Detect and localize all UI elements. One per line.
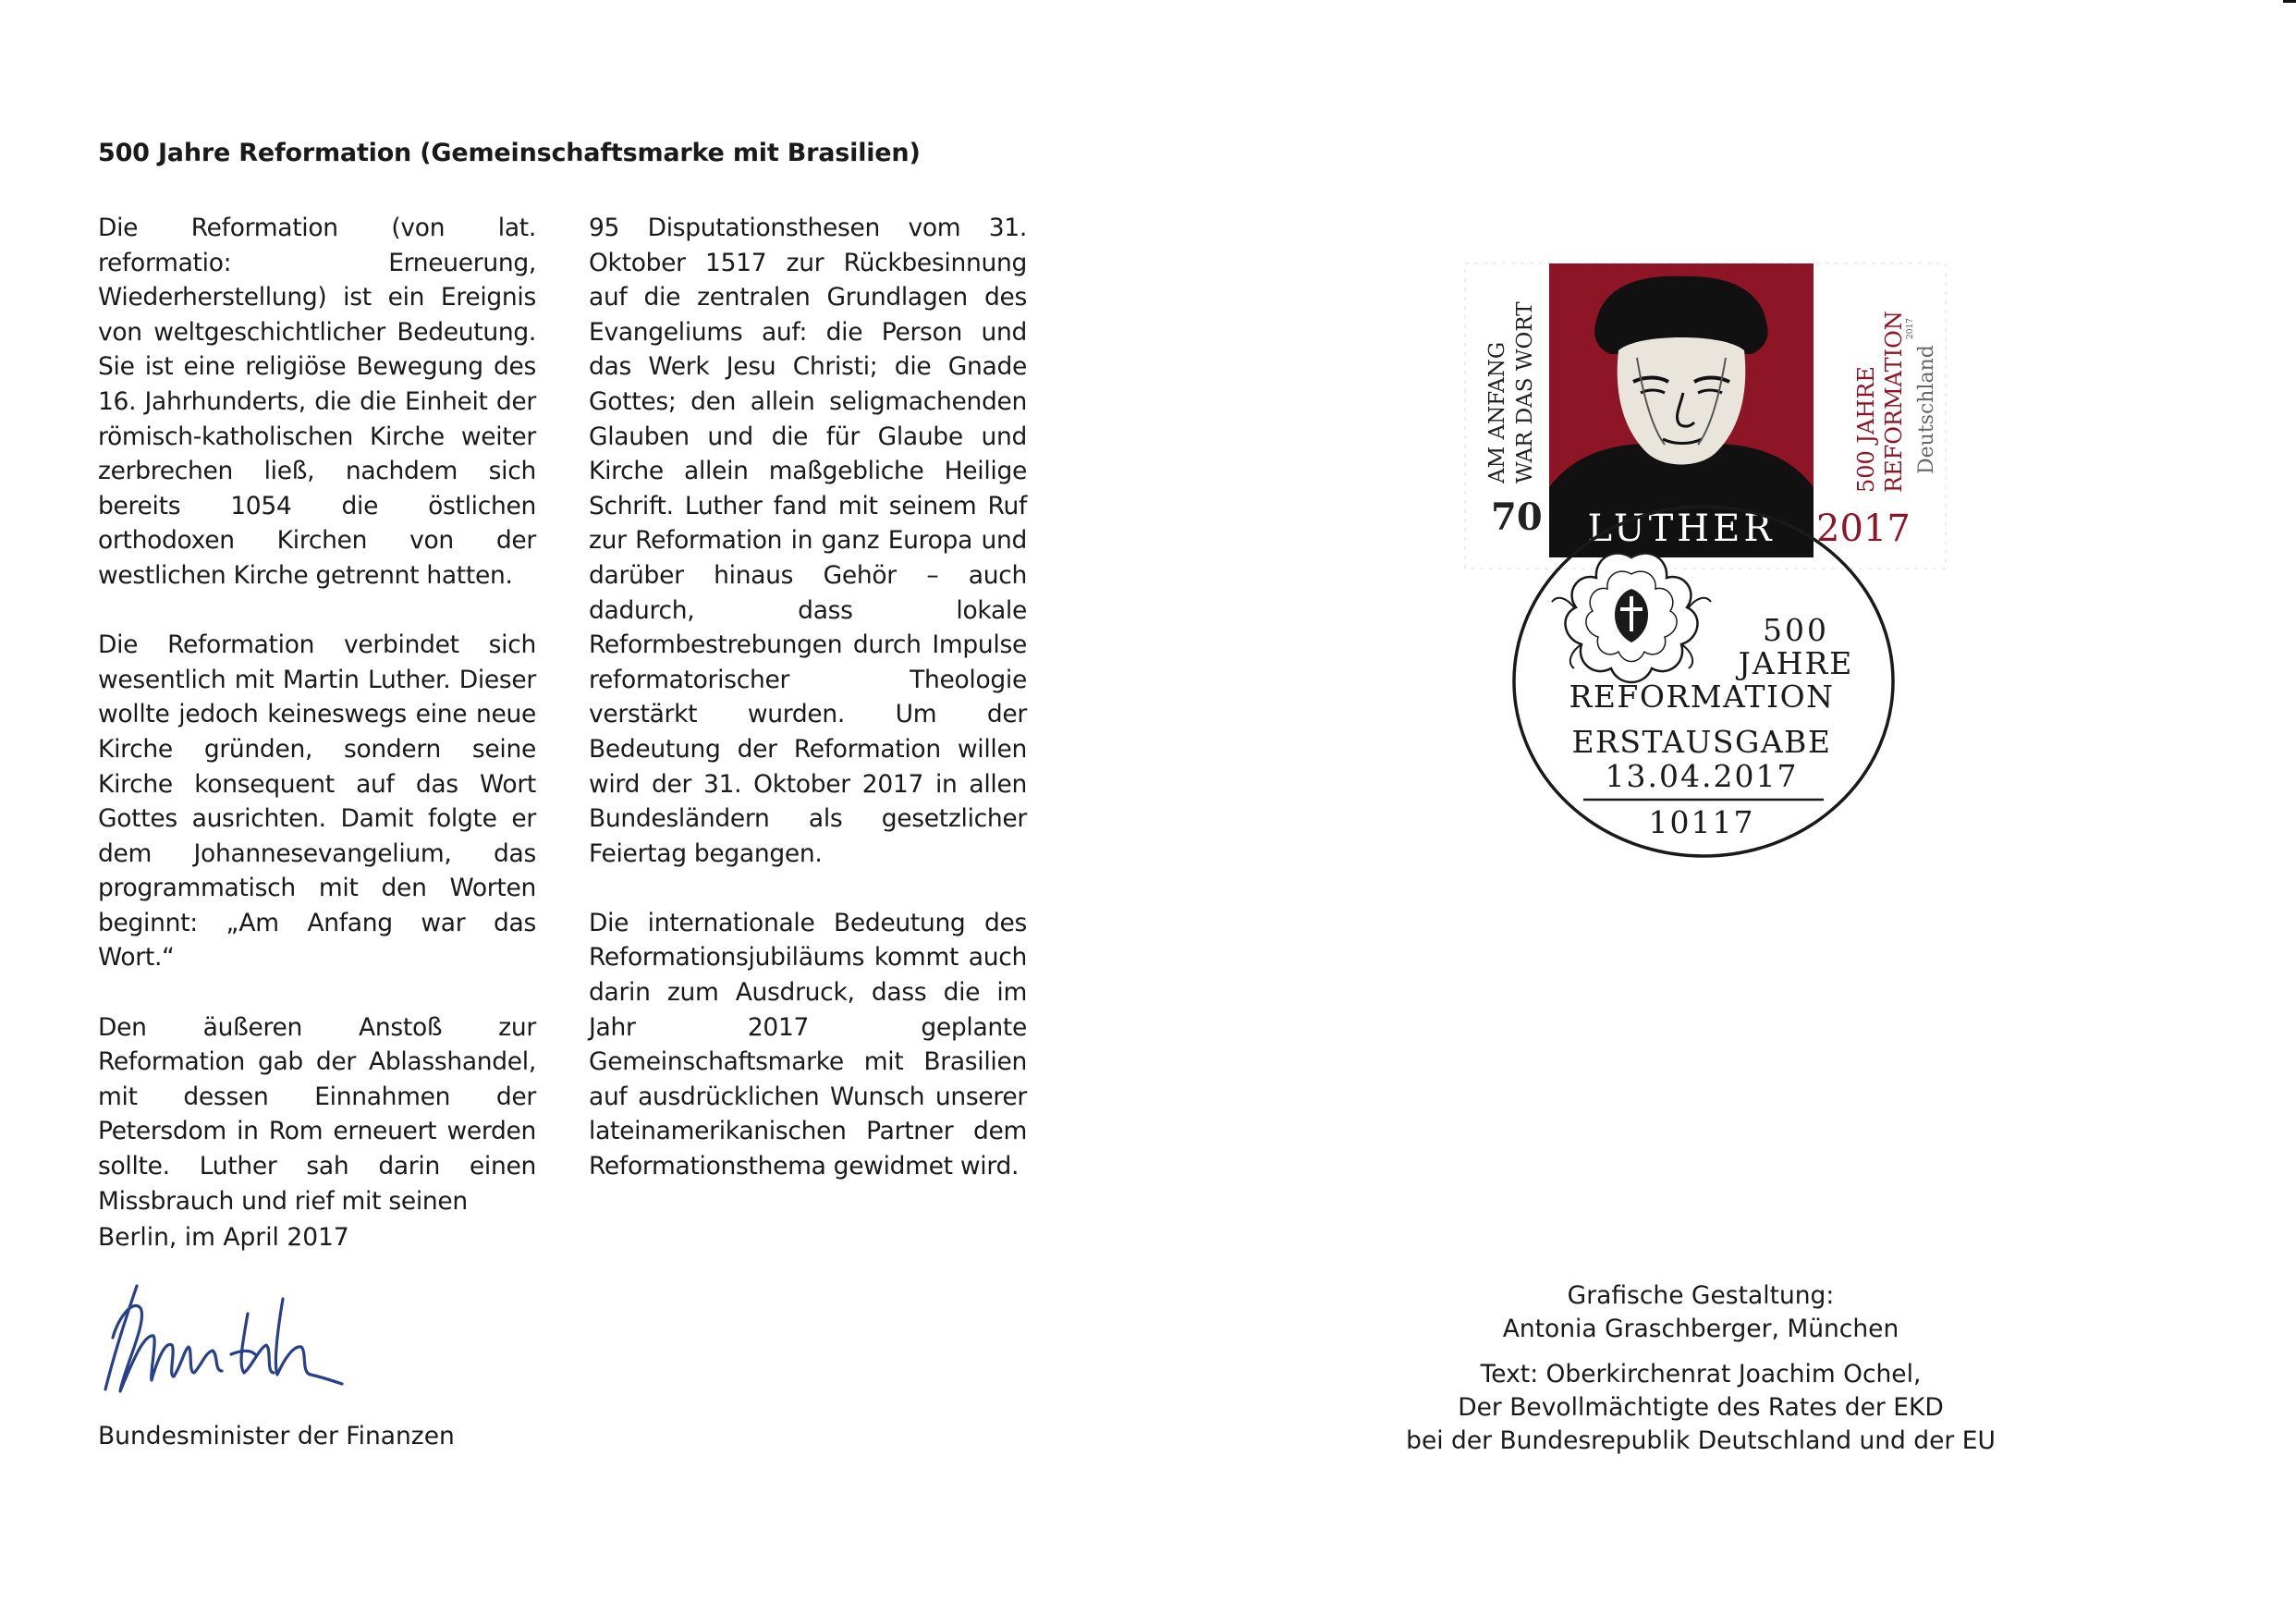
stamp-left-text-2: WAR DAS WORT <box>1513 301 1537 483</box>
postmark-line-1: 500 <box>1763 612 1829 648</box>
stamp-country: Deutschland <box>1915 345 1938 474</box>
page-title: 500 Jahre Reformation (Gemeinschaftsmarke mit Brasilien) <box>98 139 921 167</box>
postmark-line-4: ERSTAUSGABE <box>1571 724 1832 760</box>
credits <box>1377 1279 2024 1470</box>
postmark-postcode: 10117 <box>1648 804 1755 840</box>
stamp-year: 2017 <box>1816 508 1911 550</box>
stamp-with-postmark <box>1456 254 1973 864</box>
text-column-left <box>98 211 536 1254</box>
stamp-left-text-1: AM ANFANG <box>1485 341 1509 483</box>
stamp-right-text-1: 500 JAHRE <box>1853 366 1879 493</box>
corner-mark <box>2283 0 2296 12</box>
place-date: Berlin, im April 2017 <box>98 1223 349 1252</box>
signer-title: Bundesminister der Finanzen <box>98 1422 455 1450</box>
design-label: Grafische Gestaltung: <box>1567 1281 1835 1310</box>
paragraph: Die internationale Bedeutung des Reformationsjubiläums kommt auch darin zum Ausdruck, dass die im Jahr 2017 geplante Gemeinschaftsmarke mit Brasilien auf ausdrücklichen Wunsch unserer lateinamerikanischen Partner dem Reformationsthema gewidmet wird. <box>589 908 1027 1181</box>
stamp-right-text-2: REFORMATION <box>1881 311 1907 493</box>
paragraph: Die Reformation (von lat. reformatio: Erneuerung, Wiederherstellung) ist ein Ereignis von weltgeschichtlicher Bedeutung. Sie ist eine religiöse Bewegung des 16. Jahrhunderts, die die Einheit der römisch-katholischen Kirche weiter zerbrechen ließ, nachdem sich bereits 1054 die östlichen orthodoxen Kirchen von der westlichen Kirche getrennt hatten. <box>98 214 536 590</box>
postmark-date: 13.04.2017 <box>1605 758 1799 794</box>
text-credit-line: bei der Bundesrepublik Deutschland und der EU <box>1406 1426 1996 1455</box>
paragraph: 95 Disputationsthesen vom 31. Oktober 1517 zur Rückbesinnung auf die zentralen Grundlagen des Evangeliums auf: die Person und das Werk Jesu Christi; die Gnade Gottes; den allein seligmachenden Glauben und die für Glaube und Kirche allein maßgebliche Heilige Schrift. Luther fand mit seinem Ruf zur Reformation in ganz Europa und darüber hinaus Gehör – auch dadurch, dass lokale Reformbestrebungen durch Impulse reformatorischer Theologie verstärkt wurden. Um der Bedeutung der Reformation willen wird der 31. Oktober 2017 in allen Bundesländern als gesetzlicher Feiertag begangen. <box>589 214 1027 868</box>
stamp-small-year: 2017 <box>1906 318 1915 339</box>
luther-rose-icon <box>1552 554 1711 682</box>
text-credit-line: Text: Oberkirchenrat Joachim Ochel, <box>1480 1360 1922 1389</box>
paragraph: Die Reformation verbindet sich wesentlich mit Martin Luther. Dieser wollte jedoch keineswegs eine neue Kirche gründen, sondern seine Kirche konsequent auf das Wort Gottes ausrichten. Damit folgte er dem Johannesevangelium, das programmatisch mit den Worten beginnt: „Am Anfang war das Wort.“ <box>98 630 536 973</box>
stamp-value: 70 <box>1491 496 1543 539</box>
text-column-right <box>589 211 1027 1218</box>
postmark-line-2: JAHRE <box>1738 645 1854 681</box>
stamp-graphic <box>1456 254 1973 864</box>
signature <box>92 1280 407 1410</box>
paragraph: Den äußeren Anstoß zur Reformation gab der Ablasshandel, mit dessen Einnahmen der Petersdom in Rom erneuert werden sollte. Luther sah darin einen Missbrauch und rief mit seinen <box>98 1012 536 1216</box>
design-name: Antonia Graschberger, München <box>1502 1315 1899 1343</box>
stamp-name: LUTHER <box>1587 508 1776 550</box>
postmark-line-3: REFORMATION <box>1569 679 1835 715</box>
text-credit-line: Der Bevollmächtigte des Rates der EKD <box>1458 1393 1944 1422</box>
